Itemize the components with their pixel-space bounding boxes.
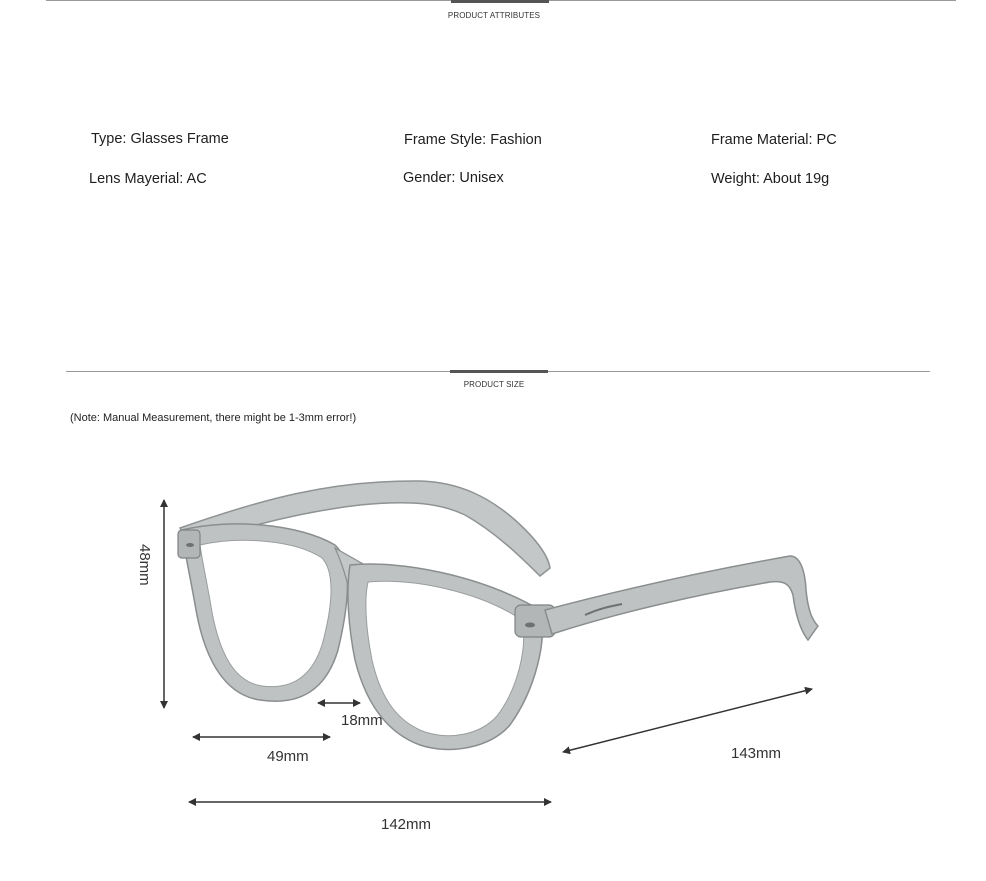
measurement-note: (Note: Manual Measurement, there might be 1-3mm error!) <box>70 412 357 424</box>
product-attributes-title: PRODUCT ATTRIBUTES <box>447 11 541 20</box>
attr-gender: Gender: Unisex <box>403 170 504 186</box>
temple-length-arrow <box>563 689 812 752</box>
temple-length-label: 143mm <box>731 745 782 762</box>
near-temple <box>545 556 818 640</box>
attr-weight: Weight: About 19g <box>711 171 830 187</box>
product-size-title: PRODUCT SIZE <box>463 380 525 389</box>
attr-type: Type: Glasses Frame <box>91 131 229 147</box>
bridge-label: 18mm <box>341 712 383 729</box>
attr-frame-material: Frame Material: PC <box>711 132 837 148</box>
attr-lens-material: Lens Mayerial: AC <box>89 171 207 187</box>
frame-width-label: 142mm <box>381 816 432 833</box>
height-label: 48mm <box>136 544 153 586</box>
lens-width-label: 49mm <box>267 748 309 765</box>
attr-frame-style: Frame Style: Fashion <box>404 132 542 148</box>
